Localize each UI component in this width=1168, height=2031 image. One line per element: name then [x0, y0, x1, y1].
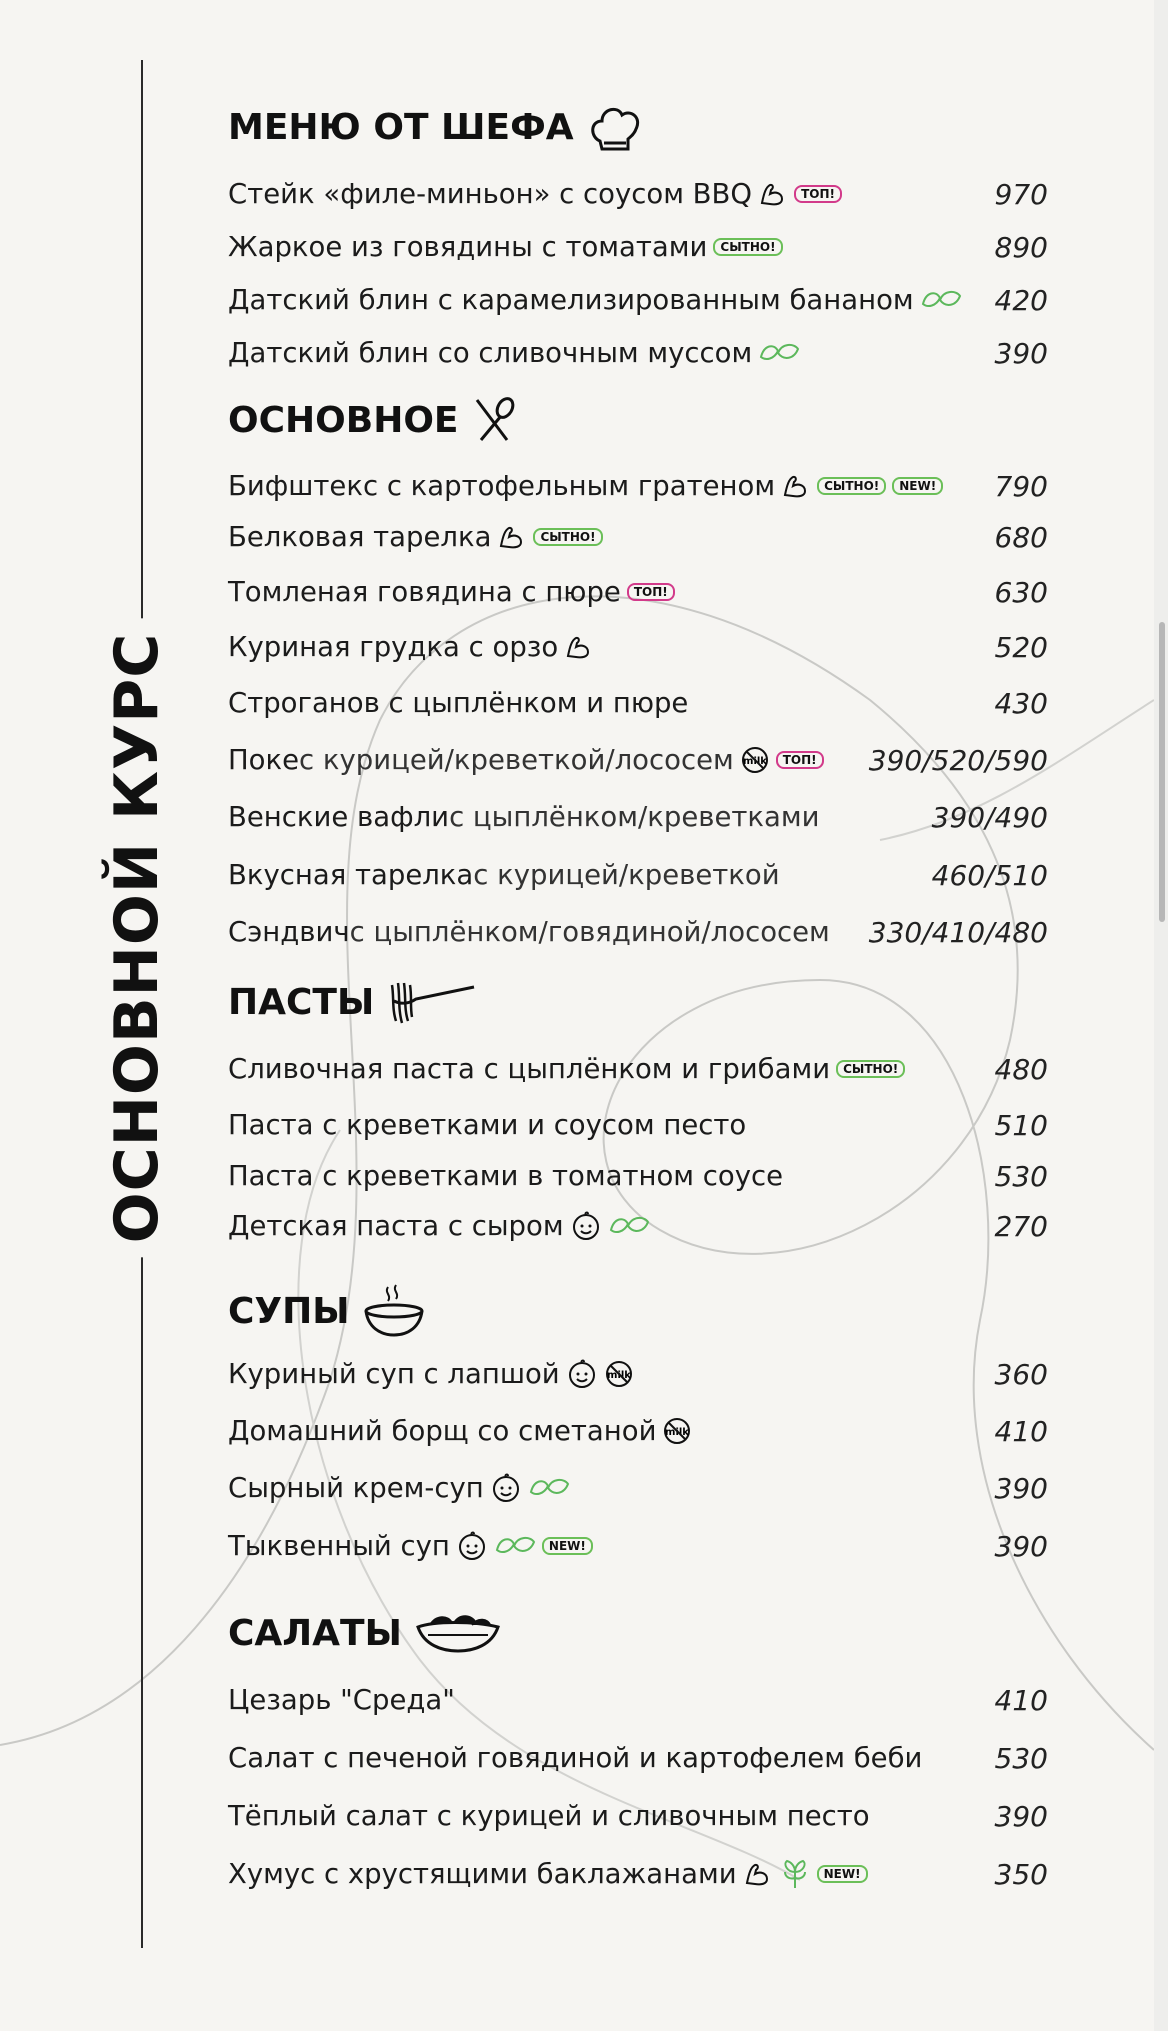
menu-item[interactable]: [228, 1738, 1048, 1778]
top-badge: ТОП!: [627, 583, 675, 601]
item-option: с курицей/креветкой: [473, 859, 780, 891]
item-option: с курицей/креветкой/лососем: [299, 744, 734, 776]
item-name: Сырный крем-суп: [228, 1472, 484, 1504]
menu-item[interactable]: [228, 797, 1048, 837]
section-heading: [228, 1284, 1048, 1338]
item-name: Венские вафли: [228, 801, 450, 833]
child-icon: [490, 1472, 522, 1504]
menu-item[interactable]: [228, 627, 1048, 667]
item-name: Датский блин с карамелизированным бананом: [228, 284, 914, 316]
salad-bowl-icon: [414, 1611, 502, 1655]
muscle-icon: [497, 522, 527, 552]
section-title: ПАСТЫ: [228, 981, 375, 1023]
item-price: 680: [994, 520, 1048, 554]
item-price: 390/490: [931, 800, 1048, 834]
menu-item[interactable]: [228, 1105, 1048, 1145]
item-price: 270: [994, 1209, 1048, 1243]
item-name: Поке: [228, 744, 300, 776]
muscle-icon: [781, 471, 811, 501]
menu-item[interactable]: [228, 1680, 1048, 1720]
section-soups: [228, 1284, 1048, 1563]
scrollbar[interactable]: [1154, 0, 1168, 2031]
item-price: 530: [994, 1159, 1048, 1193]
hearty-badge: СЫТНО!: [533, 528, 602, 546]
item-name: Бифштекс с картофельным гратеном: [228, 470, 776, 502]
menu-item[interactable]: [228, 912, 1048, 952]
item-name: Цезарь "Среда": [228, 1684, 455, 1716]
item-name: Салат с печеной говядиной и картофелем беби: [228, 1742, 923, 1774]
hearty-badge: СЫТНО!: [817, 477, 886, 495]
item-price: 430: [994, 686, 1048, 720]
item-price: 390: [994, 1471, 1048, 1505]
item-name: Датский блин со сливочным муссом: [228, 337, 753, 369]
item-name: Стейк «филе-миньон» с соусом BBQ: [228, 178, 753, 210]
spinach-leaf-icon: [779, 1858, 811, 1890]
menu-item[interactable]: [228, 1526, 1048, 1566]
svg-text:milk: milk: [606, 1370, 631, 1381]
milk-icon: [662, 1416, 692, 1446]
item-name: Хумус с хрустящими баклажанами: [228, 1858, 737, 1890]
menu-item[interactable]: [228, 1354, 1048, 1394]
menu-item[interactable]: [228, 1411, 1048, 1451]
menu-item[interactable]: [228, 572, 1048, 612]
section-heading: [228, 100, 1048, 154]
item-price: 970: [994, 177, 1048, 211]
menu-item[interactable]: [228, 740, 1048, 780]
section-pasta: [228, 975, 1048, 1243]
leaf-icon: [920, 286, 962, 314]
menu-item[interactable]: [228, 280, 1048, 320]
muscle-icon: [564, 632, 594, 662]
milk-icon: [604, 1359, 634, 1389]
menu-item[interactable]: [228, 466, 1048, 506]
item-name: Сэндвич: [228, 916, 350, 948]
item-price: 890: [994, 230, 1048, 264]
item-name: Жаркое из говядины с томатами: [228, 231, 708, 263]
item-name: Паста с креветками и соусом песто: [228, 1109, 747, 1141]
child-icon: [456, 1530, 488, 1562]
section-salads: [228, 1606, 1048, 1891]
item-price: 460/510: [931, 858, 1048, 892]
item-price: 360: [994, 1357, 1048, 1391]
leaf-icon: [494, 1532, 536, 1560]
item-price: 390: [994, 1799, 1048, 1833]
item-name: Тёплый салат с курицей и сливочным песто: [228, 1800, 870, 1832]
muscle-icon: [743, 1859, 773, 1889]
item-name: Томленая говядина с пюре: [228, 576, 621, 608]
menu-item[interactable]: [228, 517, 1048, 557]
menu-item[interactable]: [228, 1206, 1048, 1246]
new-badge: NEW!: [892, 477, 943, 495]
leaf-icon: [758, 339, 800, 367]
menu-item[interactable]: [228, 1796, 1048, 1836]
item-price: 410: [994, 1414, 1048, 1448]
section-title: САЛАТЫ: [228, 1612, 402, 1654]
item-price: 410: [994, 1683, 1048, 1717]
section-main: [228, 393, 1048, 949]
menu-item[interactable]: [228, 855, 1048, 895]
item-price: 330/410/480: [868, 915, 1048, 949]
svg-text:milk: milk: [665, 1427, 690, 1438]
menu-item[interactable]: [228, 333, 1048, 373]
soup-bowl-icon: [362, 1283, 426, 1339]
child-icon: [566, 1358, 598, 1390]
section-title: ОСНОВНОЕ: [228, 399, 459, 441]
hearty-badge: СЫТНО!: [713, 238, 782, 256]
item-name: Детская паста с сыром: [228, 1210, 564, 1242]
menu-item[interactable]: [228, 227, 1048, 267]
side-title: ОСНОВНОЙ КУРС: [102, 619, 172, 1258]
leaf-icon: [608, 1212, 650, 1240]
item-price: 520: [994, 630, 1048, 664]
scrollbar-thumb[interactable]: [1159, 622, 1165, 922]
section-heading: [228, 1606, 1048, 1660]
item-price: 480: [994, 1052, 1048, 1086]
item-price: 420: [994, 283, 1048, 317]
item-name: Тыквенный суп: [228, 1530, 450, 1562]
item-name: Строганов с цыплёнком и пюре: [228, 687, 689, 719]
section-chef: [228, 100, 1048, 370]
item-price: 390: [994, 1529, 1048, 1563]
section-heading: [228, 975, 1048, 1029]
item-name: Домашний борщ со сметаной: [228, 1415, 657, 1447]
menu-item[interactable]: [228, 683, 1048, 723]
menu-item[interactable]: [228, 1854, 1048, 1894]
menu-item[interactable]: [228, 1468, 1048, 1508]
menu-item[interactable]: [228, 174, 1048, 214]
cutlery-icon: [471, 396, 519, 444]
item-name: Куриный суп с лапшой: [228, 1358, 560, 1390]
item-price: 630: [994, 575, 1048, 609]
menu-item[interactable]: [228, 1049, 1048, 1089]
child-icon: [570, 1210, 602, 1242]
item-price: 790: [994, 469, 1048, 503]
item-name: Сливочная паста с цыплёнком и грибами: [228, 1053, 831, 1085]
new-badge: NEW!: [817, 1865, 868, 1883]
item-option: с цыплёнком/креветками: [449, 801, 820, 833]
item-price: 390: [994, 336, 1048, 370]
item-price: 510: [994, 1108, 1048, 1142]
item-name: Вкусная тарелка: [228, 859, 474, 891]
item-price: 350: [994, 1857, 1048, 1891]
section-title: СУПЫ: [228, 1290, 350, 1332]
muscle-icon: [758, 179, 788, 209]
item-price: 390/520/590: [868, 743, 1048, 777]
svg-text:milk: milk: [742, 756, 767, 767]
new-badge: NEW!: [542, 1537, 593, 1555]
milk-icon: [740, 745, 770, 775]
item-name: Белковая тарелка: [228, 521, 492, 553]
item-option: с цыплёнком/говядиной/лососем: [349, 916, 830, 948]
chef-hat-icon: [586, 101, 644, 153]
top-badge: ТОП!: [794, 185, 842, 203]
leaf-icon: [528, 1474, 570, 1502]
section-heading: [228, 393, 1048, 447]
item-name: Паста с креветками в томатном соусе: [228, 1160, 784, 1192]
top-badge: ТОП!: [776, 751, 824, 769]
section-title: МЕНЮ ОТ ШЕФА: [228, 106, 574, 148]
item-price: 530: [994, 1741, 1048, 1775]
menu-item[interactable]: [228, 1156, 1048, 1196]
item-name: Куриная грудка с орзо: [228, 631, 559, 663]
hearty-badge: СЫТНО!: [836, 1060, 905, 1078]
fork-spaghetti-icon: [386, 977, 476, 1027]
